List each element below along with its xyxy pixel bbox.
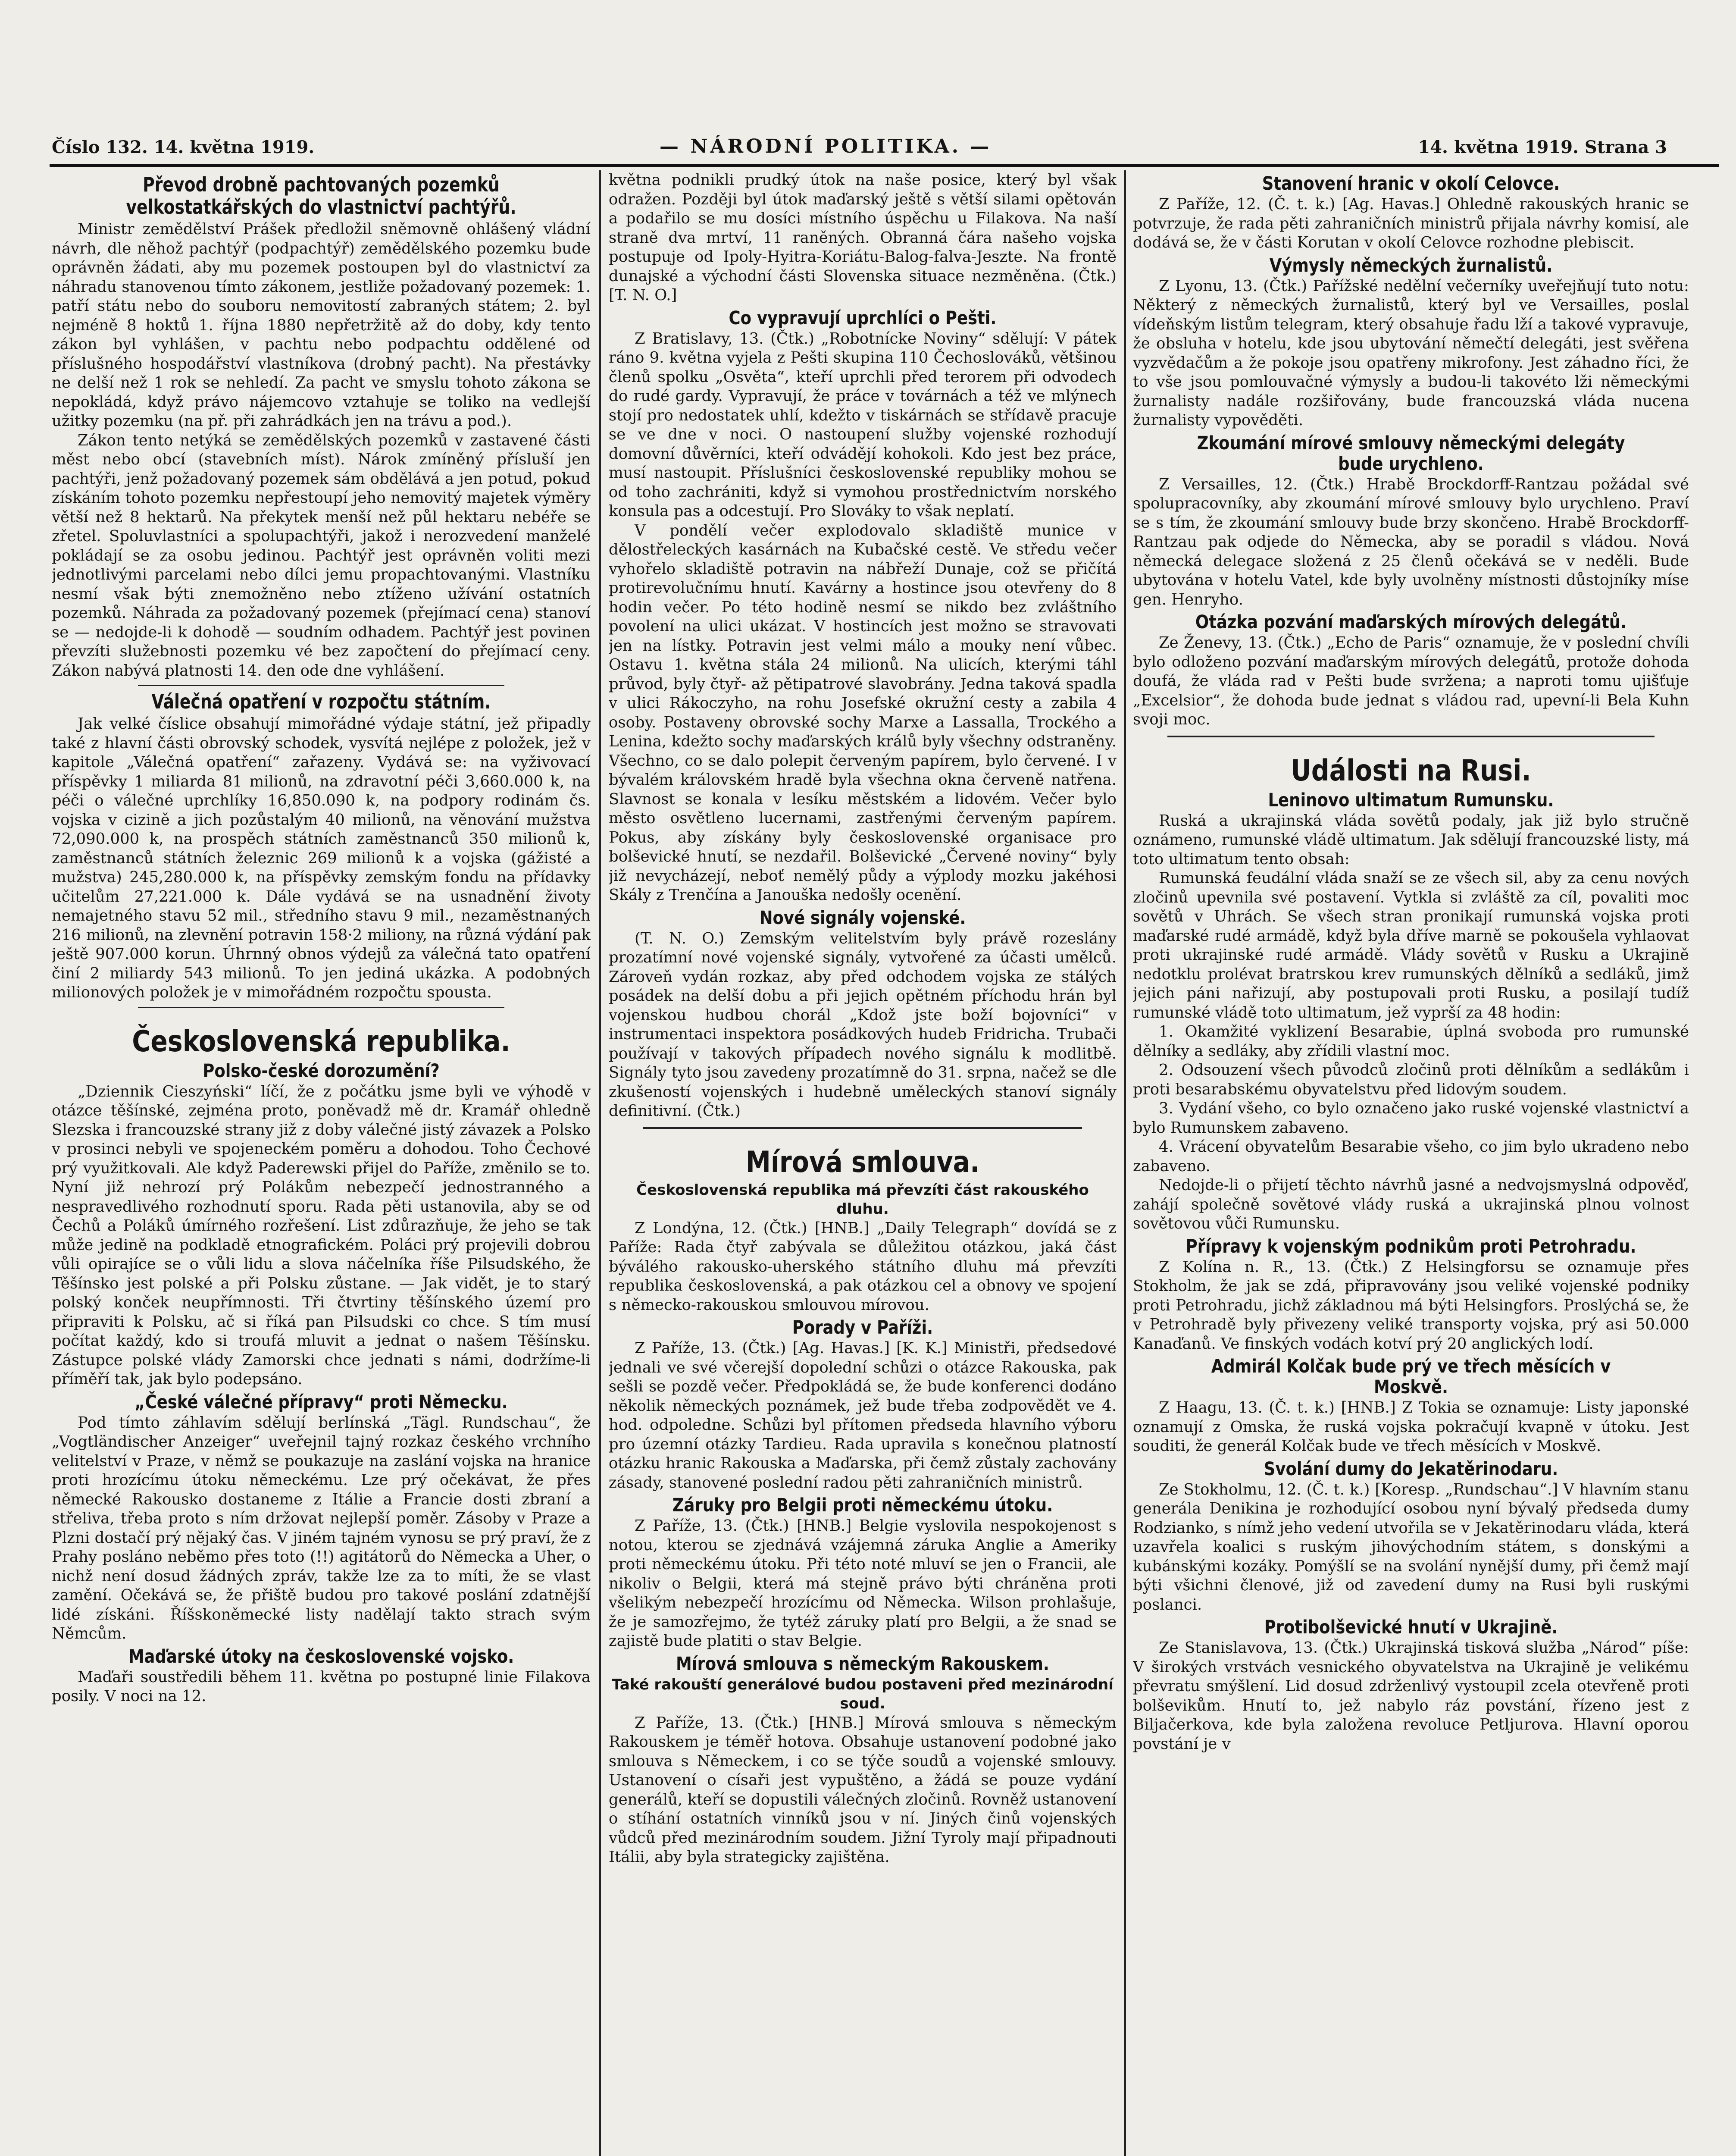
article-subheadline: Protibolševické hnutí v Ukrajině. xyxy=(1264,1617,1558,1638)
divider xyxy=(138,1007,504,1008)
newspaper-title: — NÁRODNÍ POLITIKA. — xyxy=(660,135,992,157)
article-paragraph: Z Haagu, 13. (Č. t. k.) [HNB.] Z Tokia se oznamuje: Listy japonské oznamují z Omska, že ruská vojska pokračují kvapně v útoku. Jest souditi, že generál Kolčak bude ve třech měsících v Moskvě. xyxy=(1133,1399,1689,1455)
column-rule-2 xyxy=(1124,170,1126,2156)
article-subheadline: Admirál Kolčak bude prý ve třech měsících v Moskvě. xyxy=(1211,1356,1611,1398)
article-headline: Převod drobně pachtovaných pozemků velkostatkářských do vlastnictví pachtýřů. xyxy=(126,173,516,219)
article-paragraph: Z Versailles, 12. (Čtk.) Hrabě Brockdorff-Rantzau požádal své spolupracovníky, aby zkoumání mírové smlouvy bylo urychleno. Praví se s tím, že zkoumání smlouvy bude brzy skončeno. Hrabě Brockdorff-Rantzau pak odjede do Německa, aby se poradil s vládou. Nová německá delegace složená z 25 členů očekává se v neděli. Bude ubytována v hotelu Vatel, kde byly uvolněny místnosti důstojníky míse gen. Henryho. xyxy=(1133,475,1689,608)
article-paragraph: Ze Stanislavova, 13. (Čtk.) Ukrajinská tisková služba „Národ“ píše: V širokých vrstvách vesnického obyvatelstva na Ukrajině je velikému převratu smýšlení. Lid dosud zdrženlivý vystoupil zcela otevřeně proti bolševikům. Hnutí to, jež nabylo ráz povstání, řízeno jest z Biljačerkova, kde byla založena revoluce Petljurova. Hlavní oporou povstání je v xyxy=(1133,1639,1689,1753)
article-subheadline: Porady v Paříži. xyxy=(792,1317,933,1338)
article-subheadline: Zkoumání mírové smlouvy německými delegáty bude urychleno. xyxy=(1197,432,1625,475)
article-paragraph: „Dziennik Cieszyński“ líčí, že z počátku jsme byli ve výhodě v otázce těšínské, zejména proto, poněvadž mě dr. Kramář ohledně Slezska i francouzské strany již z doby válečné jistý závazek a Polsko v prosinci nebyli ve spojeneckém poměru a dohodou. Toho Čechové prý využitkovali. Ale když Paderewski přijel do Paříže, změnilo se to. Nyní již nehrozí prý Polákům nebezpečí jednostranného a nespravedlivého rozhodnutí sporu. Rada pěti ustanovila, aby se od Čechů a Poláků úmírného rozřešení. List zdůrazňuje, že jeho se tak může jedině na podkladě etnografickém. Poláci prý projevili dobrou vůli opirajíce se o vůli lidu a slova náčelníka říše Pilsudského, že Těšínsko jest polské a při Polsku zůstane. — Jak vidět, je to starý polský konček neupřímnosti. Tři čtvrtiny těšínského území pro připraviti k Polsku, ač si říká pan Pilsudski co chce. S tím musí počítat každý, kdo si troufá mluvit a jednat o našem Těšínsku. Zástupce polské vlády Zamorski chce jednati s námi, dodržíme-li příměří tak, jak bylo podepsáno. xyxy=(52,1082,591,1388)
column-1 xyxy=(52,171,591,2156)
article-subheadline: Přípravy k vojenským podnikům proti Petrohradu. xyxy=(1185,1235,1636,1257)
article-paragraph: (T. N. O.) Zemským velitelstvím byly právě rozeslány prozatímní nové vojenské signály, vytvořené za účasti umělců. Zároveň vydán rozkaz, aby před odchodem vojska ze stálých posádek na delší dobu a při jejich opětném příchodu hrán byl vojenskou hudbou chorál „Kdož jste boží bojovníci“ v instrumentaci inspektora posádkových hudeb Fridricha. Trubači používají v takových případech nového signálu k modlitbě. Signály tyto jsou zavedeny prozatímně do 31. srpna, načež se dle zkušeností vojenských i hudebně uměleckých stanoví signály definitivní. (Čtk.) xyxy=(609,929,1117,1120)
article-subheadline: Mírová smlouva s německým Rakouskem. xyxy=(676,1653,1049,1675)
divider xyxy=(1167,736,1655,737)
article-paragraph: 3. Vydání všeho, co bylo označeno jako ruské vojenské vlastnictví a bylo Rumunskem zabaveno. xyxy=(1133,1100,1689,1137)
column-3 xyxy=(1133,171,1689,2156)
article-dek: Také rakouští generálové budou postaveni před mezinárodní soud. xyxy=(612,1676,1114,1712)
header-rule xyxy=(50,164,1719,167)
article-paragraph: 4. Vrácení obyvatelům Besarabie všeho, co jim bylo ukradeno nebo zabaveno. xyxy=(1133,1138,1689,1175)
article-subheadline: Nové signály vojenské. xyxy=(759,907,966,929)
article-paragraph: V pondělí večer explodovalo skladiště munice v dělostřeleckých kasárnách na Kubačské cestě. Ve středu večer vyhořelo skladiště potravin na nábřeží Dunaje, což se přičítá protirevolučnímu hnutí. Kavárny a hostince jsou otevřeny do 8 hodin večer. Po této hodině nesmí se nikdo bez zvláštního povolení na ulici ukázat. V hostincích jest možno se stravovati jen na lístky. Potravin jest velmi málo a mouky není vůbec. Ostavu 1. května stála 24 milionů. Na ulicích, kterými táhl průvod, byly čtyř- až pětipatrové slavobrány. Jedna taková spadla v ulici Rákoczyho, na rohu Josefské okružní cesty a zabila 4 osoby. Postaveny obrovské sochy Marxe a Lassalla, Trockého a Lenina, kdežto sochy maďarských králů byly všechny odstraněny. Všechno, co se dalo polepit červeným papírem, bylo červené. I v bývalém královském hradě byla všechna okna červeně natřena. Slavnost se konala v lesíku městském a lidovém. Večer bylo město osvětleno lucernami, zastřenými červeným papírem. Pokus, aby získány byly československé organisace pro bolševické hnutí, se nezdařil. Bolševické „Červené noviny“ byly již nevycházejí, neboť nemělý půdy a výplody mozku jakéhosi Skály z Trenčína a Janouška nedošly ocenění. xyxy=(609,521,1117,904)
article-paragraph: Z Bratislavy, 13. (Čtk.) „Robotnícke Noviny“ sdělují: V pátek ráno 9. května vyjela z Pešti skupina 110 Čechoslováků, většinou členů spolku „Osvěta“, kteří uprchli před terorem při odvodech do rudé gardy. Vypravují, že práce v továrnách a též ve mlýnech stojí pro nedostatek uhlí, kdežto v tiskárnách se střídavě pracuje se ve dne v noci. O nastoupení služby vojenské rozhodují domovní důvěrníci, kteří odvádějí kohokoli. Kdo jest bez práce, musí nastoupit. Příslušníci československé republiky mohou se od toho zachrániti, když si vymohou prostřednictvím norského konsula pas a odcestují. Pro Slováky to však neplatí. xyxy=(609,329,1117,520)
article-paragraph: 1. Okamžité vyklizení Besarabie, úplná svoboda pro rumunské dělníky a sedláky, aby zřídili vlastní moc. xyxy=(1133,1023,1689,1060)
article-subheadline: Výmysly německých žurnalistů. xyxy=(1269,254,1553,276)
date-page-number: 14. května 1919. Strana 3 xyxy=(1418,137,1667,157)
article-paragraph: 2. Odsouzení všech původců zločinů proti dělníkům a sedlákům i proti besarabskému obyvatelstvu před lidovým soudem. xyxy=(1133,1061,1689,1098)
article-subheadline: Co vypravují uprchlíci o Pešti. xyxy=(729,307,997,329)
article-paragraph: května podnikli prudký útok na naše posice, který byl však odražen. Později byl útok maďarský ještě s větší silami opětován a podařilo se mu dosíci místního úspěchu u Filakova. Na naší straně dva mrtví, 11 raněných. Obranná čára našeho vojska postupuje od Ipoly-Hyitra-Koriátu-Balog-falva-Jeszte. Na frontě dunajské a východní části Slovenska situace nezměněna. (Čtk.) [T. N. O.] xyxy=(609,171,1117,304)
article-subheadline: Leninovo ultimatum Rumunsku. xyxy=(1268,789,1554,811)
article-paragraph: Z Londýna, 12. (Čtk.) [HNB.] „Daily Telegraph“ dovídá se z Paříže: Rada čtyř zabývala se důležitou otázkou, jaká část býválého rakousko-uherského státního dluhu má převzíti republika československá, a pak otázkou cel a obnovy ve spojení s německo-rakouskou smlouvou mírovou. xyxy=(609,1219,1117,1314)
article-paragraph: Z Paříže, 13. (Čtk.) [Ag. Havas.] [K. K.] Ministři, předsedové jednali ve své včerejší dopolední schůzi o otázce Rakouska, pak sešli se pozdě večer. Předpokládá se, že bude konferenci dodáno několik německých poznámek, jež bude třeba zodpovědět ve 4. hod. odpoledne. Schůzi byl přítomen předseda hlavního výboru pro územní otázky Tardieu. Rada upravila s konečnou platností otázku hranic Rakouska a Maďarska, při čemž zůstaly zachovány zásady, stanovené poslední radou pěti zahraničních ministrů. xyxy=(609,1339,1117,1492)
article-subheadline: Otázka pozvání maďarských mírových delegátů. xyxy=(1195,611,1627,633)
article-subheadline: Záruky pro Belgii proti německému útoku. xyxy=(672,1495,1053,1516)
divider xyxy=(138,685,504,686)
article-paragraph: Z Paříže, 13. (Čtk.) [HNB.] Mírová smlouva s německým Rakouskem je téměř hotova. Obsahuje ustanovení podobné jako smlouva s Německem, i co se týče soudů a vojenské smlouvy. Ustanovení o císaři jest vypuštěno, a žádá se pouze vydání generálů, kteří se dopustili válečných zločinů. Rovněž ustanovení o stíhání ostatních vinníků jsou v ní. Jiných činů vojenských vůdců před mezinárodním soudem. Jižní Tyroly mají připadnouti Itálii, aby byla strategicky zajištěna. xyxy=(609,1714,1117,1866)
article-paragraph: Maďaři soustředili během 11. května po postupné linie Filakova posily. V noci na 12. xyxy=(52,1668,591,1705)
column-2 xyxy=(609,171,1117,2156)
divider xyxy=(643,1127,1082,1129)
article-paragraph: Pod tímto záhlavím sdělují berlínská „Tägl. Rundschau“, že „Vogtländischer Anzeiger“ uveřejnil tajný rozkaz českého vrchního velitelství v Praze, v němž se poukazuje na zaslání vojska na hranice proti hrozícímu útoku německému. Lze prý očekávat, že přes německé Rakousko dostaneme z Itálie a Francie dosti zbraní a střeliva, třeba proto s ním držovat nejlepší poměr. Zásoby v Praze a Plzni dostačí prý nějaký čas. V jiném tajném vynosu se prý praví, že z Prahy posláno neběmo přes toto (!!) agitátorů do Německa a Uher, o nichž není dosud žádných zpráv, takže lze za to míti, že se vlast zamění. Očekává se, že přiště budou pro takové poslání zdatnější lidé získáni. Říšskoněmecké listy nadělají takto strach svým Němcům. xyxy=(52,1413,591,1642)
article-paragraph: Ze Stokholmu, 12. (Č. t. k.) [Koresp. „Rundschau“.] V hlavním stanu generála Denikina je rozhodující osobou nyní bývalý předseda dumy Rodzianko, s nímž jeho vedení utvořila se v Jekatěrinodaru vláda, která uzavřela koalici s ruským jihovýchodním státem, s donskými a kubánskými kozáky. Pomýšlí se na svolání nynější dumy, při čemž mají býti všichni členové, již od zavedení dumy na Rusi byli ruskými poslanci. xyxy=(1133,1480,1689,1614)
article-subheadline: Polsko-české dorozumění? xyxy=(203,1060,440,1082)
masthead xyxy=(52,137,1719,162)
article-subheadline: „České válečné přípravy“ proti Německu. xyxy=(135,1391,508,1413)
section-headline: Události na Rusi. xyxy=(1291,753,1531,788)
section-headline: Československá republika. xyxy=(132,1024,510,1059)
article-paragraph: Zákon tento netýká se zemědělských pozemků v zastavené části měst nebo obcí (stavebních míst). Nárok zmíněný přísluší jen pachtýři, jenž požadovaný pozemek sám obdělává a jen potud, pokud získáním tohoto pozemku nepřestoupí jeho nemovitý majetek výměry větší než 8 hektarů. Na překytek menší než půl hektaru nebéře se zřetel. Spoluvlastníci a spolupachtýři, jakož i nerozvedení manželé pokládají se za osobu jedinou. Pachtýř jest oprávněn voliti mezi jednotlivými parcelami nebo dílci jemu propachtovanými. Vlastníku nesmí však býti znemožněno nebo ztíženo užívání ostatních pozemků. Náhrada za požadovaný pozemek (přejímací cena) stanoví se — nedojde-li k dohodě — soudním odhadem. Pachtýř jest povinen převzíti služebnosti pozemku vé bez započtení do přejímací ceny. Zákon nabývá platnosti 14. den ode dne vyhlášení. xyxy=(52,431,591,680)
article-paragraph: Z Lyonu, 13. (Čtk.) Pařížské nedělní večerníky uveřejňují tuto notu: Některý z německých žurnalistů, který byl ve Versailles, poslal vídeňským listům telegram, který obsahuje řadu lží a takové vypravuje, že obsluha v hotelu, kde jsou ubytování němečtí delegáti, jest svěřena vyzvědačům a že pokoje jsou opatřeny mikrofony. Jest záhadno říci, že to vše jsou pomlouvačné výmysly a budou-li takovéto lži německými žurnalisty nadále rozšiřovány, bude francouzská vláda nucena žurnalisty vypověděti. xyxy=(1133,277,1689,429)
article-paragraph: Ze Ženevy, 13. (Čtk.) „Echo de Paris“ oznamuje, že v poslední chvíli bylo odloženo pozvání maďarským mírových delegátů, protože dohoda doufá, že vláda rad v Pešti bude svržena; a naproti tomu ujišťuje „Excelsior“, že dohoda bude jednat s vládou rad, upevní-li Bela Kuhn svoji moc. xyxy=(1133,634,1689,728)
article-paragraph: Rumunská feudální vláda snaží se ze všech sil, aby za cenu nových zločinů upevnila své postavení. Vytkla si zvláště za cíl, povaliti moc sovětů v Uhrách. Se všech stran pronikají rumunská vojska proti maďarské rudé armádě, když byla dříve marně se pokoušela vyhlaovat proti ukrajinské rudé armádě. Vlády sovětů v Rusku a Ukrajině nedotklu prolévat bratrskou krev rumunských dělníků a sedláků, jimž jejich páni nařizují, aby postupovali proti Rusku, a posilají tudíž rumunské vládě toto ultimatum, jež vyprší za 48 hodin: xyxy=(1133,869,1689,1022)
article-paragraph: Z Paříže, 12. (Č. t. k.) [Ag. Havas.] Ohledně rakouských hranic se potvrzuje, že rada pěti zahraničních ministrů přijala návrhy komisí, ale dodává se, že v části Korutan v okolí Celovce rozhodne plebiscit. xyxy=(1133,195,1689,251)
article-paragraph: Jak velké číslice obsahují mimořádné výdaje státní, jež připadly také z hlavní části obrovský schodek, vysvítá nejlépe z položek, jež v kapitole „Válečná opatření“ zařazeny. Vydává se: na vyživovací příspěvky 1 miliarda 81 milionů, na zdravotní péči 3,660.000 k, na péči o válečné uprchlíky 16,850.090 k, na podpory rodinám čs. vojska v cizině a jich pozůstalým 40 milionů, na věnování mužstva 72,090.000 k, na prospěch státních zaměstnanců 350 milionů k, zaměstnanců státních železnic 269 milionů k a vojska (gážisté a mužstva) 245,280.000 k, na příspěvky zemským fondu na přídavky učitelům 27,221.000 k. Dále vydává se na usnadnění životy nemajetného stavu 52 mil., středního stavu 9 mil., nezaměstnaných 216 milionů, na zlevnění potravin 158·2 miliony, na různá výdání pak ještě 907.000 korun. Úhrnný obnos výdejů za válečná tato opatření činí 2 miliardy 543 milionů. To jen jediná ukázka. A podobných milionových položek je v mimořádném rozpočtu spousta. xyxy=(52,715,591,1001)
column-rule-1 xyxy=(599,170,601,2156)
article-subheadline: Maďarské útoky na československé vojsko. xyxy=(128,1645,514,1667)
article-paragraph: Ruská a ukrajinská vláda sovětů podaly, jak již bylo stručně oznámeno, rumunské vládě ultimatum. Jak sdělují francouzské listy, má toto ultimatum tento obsah: xyxy=(1133,812,1689,868)
article-headline: Válečná opatření v rozpočtu státním. xyxy=(151,690,491,713)
article-subheadline: Stanovení hranic v okolí Celovce. xyxy=(1262,173,1560,194)
article-subheadline: Svolání dumy do Jekatěrinodaru. xyxy=(1264,1458,1558,1480)
article-paragraph: Ministr zemědělství Prášek předložil sněmovně ohlášený vládní návrh, dle něhož pachtýř (podpachtýř) zemědělského pozemku bude oprávněn žádati, aby mu pozemek postoupen byl do vlastnictví za náhradu stanovenou tímto zákonem, jestliže požadovaný pozemek: 1. patří státu nebo do souboru nemovitostí zabraných státem; 2. byl nejméně 8 hoktů 1. října 1880 nepřetržitě až do doby, kdy tento zákon byl vyhlášen, v pachtu nebo podpachtu oddělené od příslušného hospodářství vlastníkova (drobný pacht). Na přestávky ne delší než 1 rok se nehledí. Za pacht ve smyslu tohoto zákona se nepokládá, když právo nájemcovo vztahuje se toliko na vedlejší užitky pozemku (na př. při zahrádkách jen na trávu a pod.). xyxy=(52,220,591,430)
issue-number-date: Číslo 132. 14. května 1919. xyxy=(52,137,315,157)
article-paragraph: Z Paříže, 13. (Čtk.) [HNB.] Belgie vyslovila nespokojenost s notou, kterou se zjednává vzájemná záruka Anglie a Ameriky proti německému útoku. Při této noté mluví se jen o Francii, ale nikoliv o Belgii, která má stejně právo býti chráněna proti všelikým nebezpečí hrozícímu od Německa. Wilson prohlašuje, že je samozřejmo, že tytéž záruky platí pro Belgii, a že snad se zajistě bude platiti o stav Belgie. xyxy=(609,1517,1117,1650)
article-paragraph: Z Kolína n. R., 13. (Čtk.) Z Helsingforsu se oznamuje přes Stokholm, že jak se zdá, připravovány jsou veliké vojenské podniky proti Petrohradu, jichž základnou má býti Helsingfors. Proslýchá se, že v Petrohradě byly přivezeny veliké transporty vojska, prý asi 50.000 Kanaďanů. Ve finských vodách kotví prý 20 anglických lodí. xyxy=(1133,1258,1689,1353)
article-paragraph: Nedojde-li o přijetí těchto návrhů jasné a nedvojsmyslná odpověď, zahájí společně sovětové vlády ruská a ukrajinská plnou volnost sovětovou vůči Rumunsku. xyxy=(1133,1176,1689,1232)
section-headline: Mírová smlouva. xyxy=(745,1145,980,1179)
article-dek: Československá republika má převzíti část rakouského dluhu. xyxy=(636,1181,1089,1218)
